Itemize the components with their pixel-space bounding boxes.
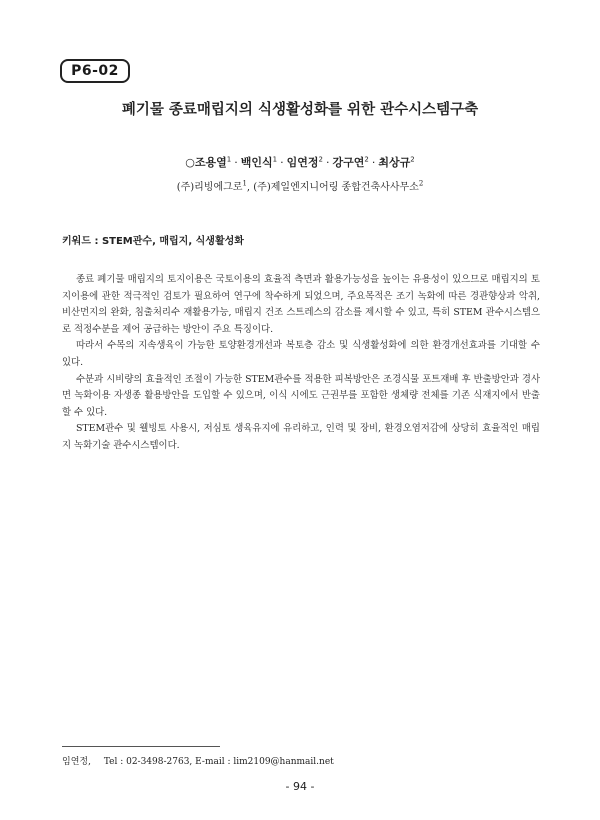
author-affiliation-mark: 1 — [272, 155, 278, 164]
author-separator: · — [280, 156, 284, 169]
author-name: 최상규 — [378, 156, 411, 169]
footnote-divider — [62, 746, 220, 747]
abstract-paragraph: 따라서 수목의 지속생육이 가능한 토양환경개선과 복토층 감소 및 식생활성화에 의한 환경개선효과를 기대할 수 있다. — [62, 340, 540, 368]
affiliations — [0, 178, 600, 193]
corresponding-author-footnote — [62, 754, 334, 767]
keywords-label: 키워드 : — [62, 236, 99, 247]
abstract-paragraph: 수분과 시비량의 효율적인 조절이 가능한 STEM관수를 적용한 피복방안은 조경식물 포트재배 후 반출방안과 경사면 녹화이용 자생종 활용방안을 도입할 수 있으며, 이식 시에도 근권부를 포함한 생체량 전체를 기존 식재지에서 반출할 수 있다. — [62, 373, 540, 418]
abstract-paragraph: STEM관수 및 웰빙토 사용시, 저심토 생육유지에 유리하고, 인력 및 장비, 환경오염저감에 상당히 효율적인 매립지 녹화기술 관수시스템이다. — [62, 423, 540, 451]
keywords-text: STEM관수, 매립지, 식생활성화 — [101, 236, 244, 247]
author-name: 강구연 — [332, 156, 365, 169]
abstract — [62, 272, 540, 455]
presenter-mark: ○ — [185, 156, 195, 169]
author-list — [0, 154, 600, 170]
affiliation-1: (주)리빙에그로 — [176, 182, 243, 193]
footnote-email: E-mail : lim2109@hanmail.net — [195, 757, 334, 767]
page-number: - 94 - — [285, 780, 315, 793]
author-affiliation-mark: 2 — [410, 155, 415, 164]
author-affiliation-mark: 1 — [226, 155, 232, 164]
footnote-tel: Tel : 02-3498-2763, — [103, 757, 193, 767]
author-affiliation-mark: 2 — [318, 155, 323, 164]
affiliation-mark: 2 — [418, 179, 424, 188]
keywords-line — [62, 232, 244, 247]
affiliation-joiner: , — [246, 182, 254, 193]
abstract-paragraph: 종료 폐기물 매립지의 토지이용은 국토이용의 효율적 측면과 활용가능성을 높이는 유용성이 있으므로 매립지의 토지이용에 관한 적극적인 검토가 필요하여 연구에 착수하게 되었으며, 주요목적은 조기 녹화에 따른 경관향상과 악취, 비산먼지의 완화, 침출처리수 재활용가능, 매립지 건조 스트레스의 감소를 제시할 수 있고, 특히 STEM 관수시스템으로 적정수분을 제어 공급하는 방안이 주요 특징이다. — [62, 274, 540, 335]
author-name: 임연정 — [286, 156, 319, 169]
author-separator: · — [325, 156, 330, 169]
footnote-name: 임연정, — [62, 757, 91, 767]
paper-title: 폐기물 종료매립지의 식생활성화를 위한 관수시스템구축 — [121, 102, 479, 118]
author-separator: · — [371, 156, 376, 169]
author-name: 조용열 — [194, 156, 227, 169]
author-name: 백인식 — [240, 156, 273, 169]
affiliation-mark: 1 — [242, 179, 247, 188]
affiliation-2: (주)제일엔지니어링 종합건축사사무소 — [253, 182, 419, 193]
session-code-badge: P6-02 — [60, 59, 130, 83]
author-separator: · — [234, 156, 238, 169]
author-affiliation-mark: 2 — [364, 155, 369, 164]
